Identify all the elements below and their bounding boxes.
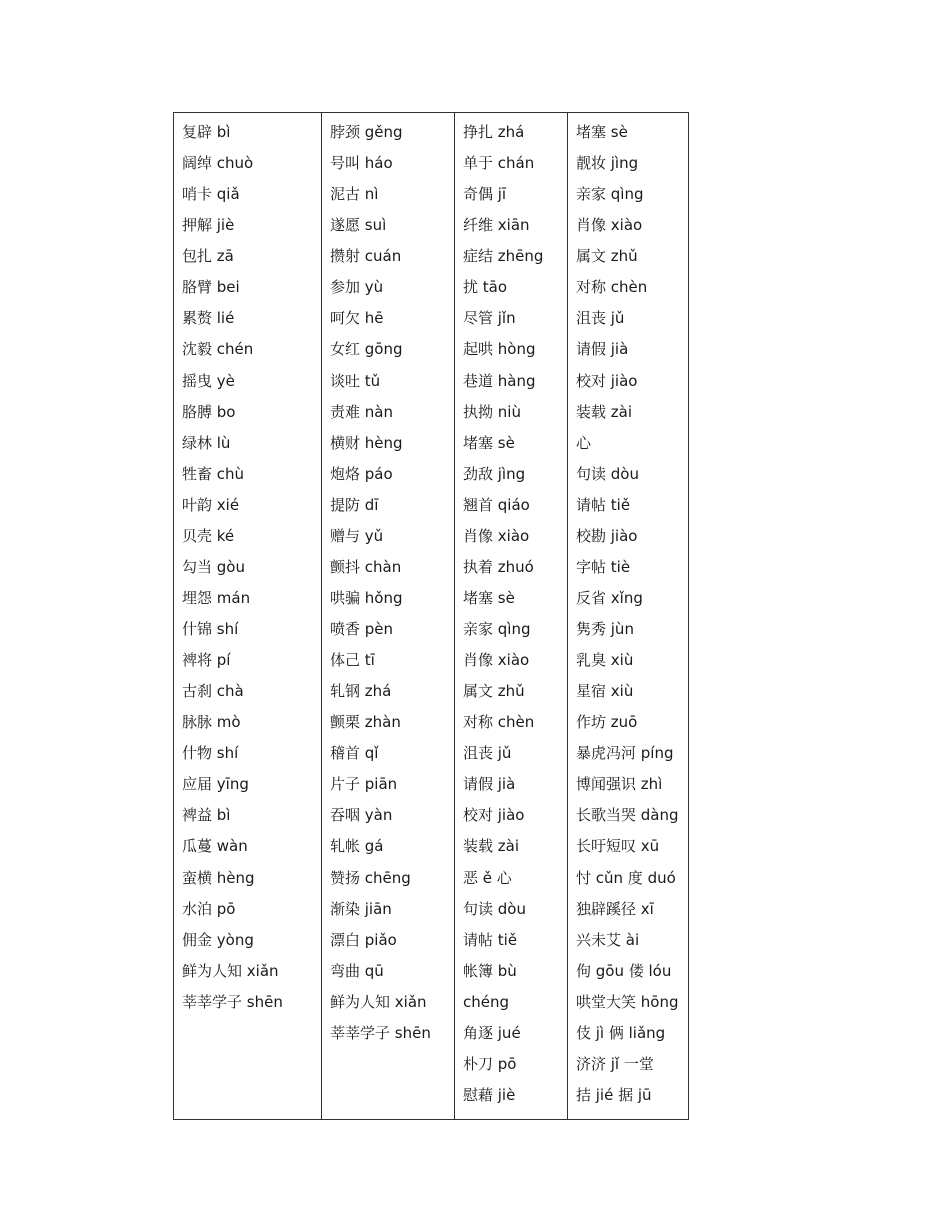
vocab-entry: 请帖 tiě: [463, 930, 518, 949]
table-column-2: [322, 113, 455, 1120]
vocab-entry: 莘莘学子 shēn: [182, 992, 283, 1011]
vocab-entry: 胳膊 bo: [182, 402, 236, 421]
vocab-entry: 装载 zài: [576, 402, 633, 421]
vocab-entry: 拮 jié 据 jū: [576, 1085, 652, 1104]
vocab-entry: 伎 jì 俩 liǎng: [576, 1023, 666, 1042]
vocab-entry: 颤栗 zhàn: [330, 713, 401, 732]
vocab-entry: 复辟 bì: [182, 123, 231, 141]
vocab-entry: 叶韵 xié: [182, 495, 240, 514]
vocab-entry: 朴刀 pō: [463, 1054, 517, 1073]
column-entry-list: [463, 117, 567, 1111]
vocab-entry: 纤维 xiān: [463, 216, 530, 235]
vocab-entry: 哨卡 qiǎ: [182, 185, 240, 204]
vocab-entry: 哄堂大笑 hōng: [576, 992, 679, 1011]
table-column-1: [174, 113, 322, 1120]
vocab-entry: 暴虎冯河 píng: [576, 744, 674, 763]
vocab-entry: 摇曳 yè: [182, 371, 235, 390]
vocab-entry: 水泊 pō: [182, 899, 236, 918]
vocab-entry: 长吁短叹 xū: [576, 837, 660, 856]
vocab-entry: 鲜为人知 xiǎn: [182, 961, 279, 980]
vocab-entry: 兴未艾 ài: [576, 930, 640, 949]
vocab-entry: 哄骗 hǒng: [330, 588, 403, 607]
vocab-entry: 裨益 bì: [182, 806, 231, 825]
vocab-entry: 独辟蹊径 xī: [576, 899, 654, 918]
vocab-entry: 弯曲 qū: [330, 961, 384, 980]
vocab-entry: 奇偶 jī: [463, 185, 507, 204]
vocab-entry: 起哄 hòng: [463, 340, 536, 359]
vocab-entry: 乳臭 xiù: [576, 651, 634, 670]
vocab-entry: 佝 gōu 偻 lóu: [576, 961, 672, 980]
vocab-entry: 裨将 pí: [182, 651, 231, 670]
vocab-entry: 肖像 xiào: [576, 216, 643, 235]
vocab-entry: 脖颈 gěng: [330, 123, 403, 141]
vocab-entry: 蛮横 hèng: [182, 868, 255, 887]
vocab-entry: 号叫 háo: [330, 154, 393, 173]
vocab-entry: 攒射 cuán: [330, 247, 402, 266]
vocab-entry: 埋怨 mán: [182, 588, 251, 607]
vocab-entry: 堵塞 sè: [463, 588, 515, 607]
vocab-entry: 请假 jià: [463, 775, 516, 794]
vocab-entry: 星宿 xiù: [576, 682, 634, 701]
vocab-entry: 亲家 qìng: [576, 185, 644, 204]
vocab-entry: 稽首 qǐ: [330, 744, 379, 763]
vocab-entry: 堵塞 sè: [463, 433, 515, 452]
vocab-entry: 请假 jià: [576, 340, 629, 359]
vocab-entry: 句读 dòu: [576, 464, 639, 483]
vocab-entry: chéng: [463, 992, 510, 1011]
vocab-entry: 巷道 hàng: [463, 371, 536, 390]
vocab-entry: 古刹 chà: [182, 682, 244, 701]
vocab-entry: 肖像 xiào: [463, 526, 530, 545]
vocab-entry: 莘莘学子 shēn: [330, 1023, 431, 1042]
vocab-entry: 靓妆 jìng: [576, 154, 639, 173]
vocab-entry: 鲜为人知 xiǎn: [330, 992, 427, 1011]
vocab-entry: 勾当 gòu: [182, 557, 245, 576]
vocab-entry: 校对 jiào: [463, 806, 525, 825]
vocab-entry: 校勘 jiào: [576, 526, 638, 545]
vocab-entry: 请帖 tiě: [576, 495, 631, 514]
vocab-entry: 沮丧 jǔ: [463, 744, 512, 763]
vocab-entry: 字帖 tiè: [576, 557, 631, 576]
vocab-entry: 参加 yù: [330, 278, 384, 297]
vocab-entry: 漂白 piǎo: [330, 930, 397, 949]
vocab-entry: 佣金 yòng: [182, 930, 254, 949]
vocab-entry: 绿林 lù: [182, 433, 231, 452]
vocab-entry: 谈吐 tǔ: [330, 371, 381, 390]
vocab-entry: 帐簿 bù: [463, 961, 517, 980]
vocab-entry: 扰 tāo: [463, 278, 508, 297]
table-column-4: [568, 113, 689, 1120]
vocab-entry: 心: [576, 433, 592, 452]
vocab-entry: 装载 zài: [463, 837, 520, 856]
vocab-entry: 赠与 yǔ: [330, 526, 384, 545]
column-entry-list: [330, 117, 454, 1049]
vocab-entry: 应届 yīng: [182, 775, 249, 794]
vocab-entry: 什物 shí: [182, 744, 239, 763]
vocab-entry: 隽秀 jùn: [576, 620, 634, 638]
vocab-entry: 对称 chèn: [463, 713, 535, 732]
vocab-entry: 亲家 qìng: [463, 620, 531, 638]
vocab-entry: 炮烙 páo: [330, 464, 393, 483]
vocab-entry: 累赘 lié: [182, 309, 235, 328]
vocab-entry: 翘首 qiáo: [463, 495, 530, 514]
vocab-entry: 沮丧 jǔ: [576, 309, 625, 328]
vocab-entry: 喷香 pèn: [330, 620, 394, 638]
vocab-entry: 体己 tī: [330, 651, 375, 670]
vocab-entry: 句读 dòu: [463, 899, 526, 918]
vocab-entry: 包扎 zā: [182, 247, 234, 266]
vocab-entry: 提防 dī: [330, 495, 379, 514]
vocab-entry: 对称 chèn: [576, 278, 648, 297]
vocab-entry: 忖 cǔn 度 duó: [576, 868, 676, 887]
vocab-entry: 责难 nàn: [330, 402, 393, 421]
vocab-entry: 校对 jiào: [576, 371, 638, 390]
vocab-entry: 博闻强识 zhì: [576, 775, 663, 794]
vocab-entry: 慰藉 jiè: [463, 1085, 516, 1104]
table-column-3: [455, 113, 568, 1120]
vocab-entry: 呵欠 hē: [330, 309, 384, 328]
vocab-entry: 片子 piān: [330, 775, 398, 794]
vocab-entry: 长歌当哭 dàng: [576, 806, 679, 825]
vocab-entry: 胳臂 bei: [182, 278, 240, 297]
vocab-entry: 堵塞 sè: [576, 123, 628, 141]
vocab-entry: 执拗 niù: [463, 402, 521, 421]
vocab-entry: 瓜蔓 wàn: [182, 837, 248, 856]
vocab-entry: 渐染 jiān: [330, 899, 392, 918]
vocab-entry: 轧帐 gá: [330, 837, 384, 856]
vocab-entry: 脉脉 mò: [182, 713, 241, 732]
vocab-entry: 属文 zhǔ: [576, 247, 638, 266]
vocab-entry: 作坊 zuō: [576, 713, 638, 732]
table-row: [174, 113, 689, 1120]
vocab-entry: 横财 hèng: [330, 433, 403, 452]
vocab-entry: 遂愿 suì: [330, 216, 387, 235]
vocab-entry: 恶 ě 心: [463, 868, 512, 887]
pinyin-vocabulary-table: [173, 112, 689, 1120]
vocab-entry: 反省 xǐng: [576, 588, 643, 607]
column-entry-list: [182, 117, 321, 1018]
vocab-entry: 轧钢 zhá: [330, 682, 392, 701]
vocab-entry: 肖像 xiào: [463, 651, 530, 670]
vocab-entry: 单于 chán: [463, 154, 535, 173]
vocab-entry: 劲敌 jìng: [463, 464, 526, 483]
vocab-entry: 阔绰 chuò: [182, 154, 254, 173]
vocab-entry: 牲畜 chù: [182, 464, 245, 483]
vocab-entry: 挣扎 zhá: [463, 123, 525, 141]
vocab-entry: 押解 jiè: [182, 216, 235, 235]
vocab-entry: 泥古 nì: [330, 185, 379, 204]
vocab-entry: 颤抖 chàn: [330, 557, 402, 576]
vocab-entry: 属文 zhǔ: [463, 682, 525, 701]
column-entry-list: [576, 117, 688, 1111]
vocab-entry: 赞扬 chēng: [330, 868, 411, 887]
vocab-entry: 沈毅 chén: [182, 340, 254, 359]
vocab-entry: 症结 zhēng: [463, 247, 544, 266]
vocab-entry: 什锦 shí: [182, 620, 239, 638]
vocab-entry: 执着 zhuó: [463, 557, 534, 576]
vocab-entry: 吞咽 yàn: [330, 806, 393, 825]
vocab-entry: 角逐 jué: [463, 1023, 521, 1042]
vocab-entry: 尽管 jǐn: [463, 309, 516, 328]
vocab-entry: 贝壳 ké: [182, 526, 235, 545]
vocab-entry: 女红 gōng: [330, 340, 403, 359]
vocab-entry: 济济 jǐ 一堂: [576, 1054, 654, 1073]
